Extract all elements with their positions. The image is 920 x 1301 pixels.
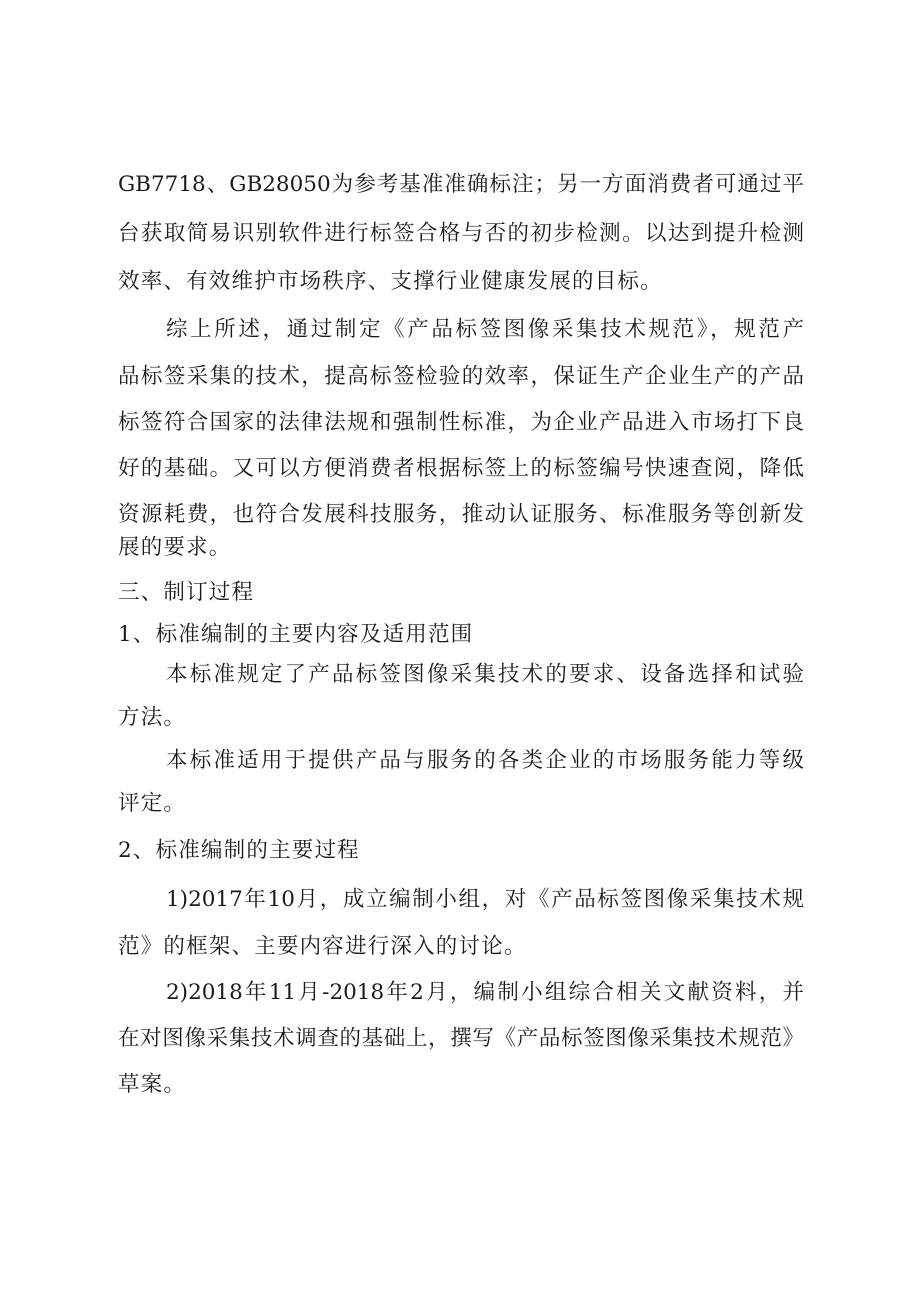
paragraph-2-line-3: 标签符合国家的法律法规和强制性标准，为企业产品进入市场打下良 — [118, 410, 804, 435]
paragraph-1-line-1: GB7718、GB28050为参考基准准确标注；另一方面消费者可通过平 — [118, 172, 804, 197]
paragraph-2-line-5: 资源耗费，也符合发展科技服务，推动认证服务、标准服务等创新发 — [118, 502, 804, 527]
paragraph-2-line-4: 好的基础。又可以方便消费者根据标签上的标签编号快速查阅，降低 — [118, 456, 804, 481]
subheading-1: 1、标准编制的主要内容及适用范围 — [118, 622, 474, 647]
list-item-2-line-2: 在对图像采集技术调查的基础上，撰写《产品标签图像采集技术规范》 — [118, 1026, 804, 1051]
paragraph-2-line-2: 品标签采集的技术，提高标签检验的效率，保证生产企业生产的产品 — [118, 364, 804, 389]
section-heading: 三、制订过程 — [118, 580, 255, 605]
paragraph-2-line-6: 展的要求。 — [118, 535, 232, 560]
paragraph-1-line-2: 台获取简易识别软件进行标签合格与否的初步检测。以达到提升检测 — [118, 221, 804, 246]
paragraph-3-line-1: 本标准规定了产品标签图像采集技术的要求、设备选择和试验 — [166, 662, 804, 687]
subheading-2: 2、标准编制的主要过程 — [118, 838, 360, 863]
paragraph-4-line-1: 本标准适用于提供产品与服务的各类企业的市场服务能力等级 — [166, 748, 804, 773]
paragraph-4-line-2: 评定。 — [118, 791, 187, 816]
list-item-2-line-1: 2)2018年11月-2018年2月，编制小组综合相关文献资料，并 — [166, 980, 804, 1005]
list-item-1-line-2: 范》的框架、主要内容进行深入的讨论。 — [118, 934, 527, 959]
list-item-1-line-1: 1)2017年10月，成立编制小组，对《产品标签图像采集技术规 — [166, 887, 804, 912]
list-item-2-line-3: 草案。 — [118, 1072, 187, 1097]
paragraph-1-line-3: 效率、有效维护市场秩序、支撑行业健康发展的目标。 — [118, 269, 663, 294]
paragraph-3-line-2: 方法。 — [118, 705, 187, 730]
paragraph-2-line-1: 综上所述，通过制定《产品标签图像采集技术规范》，规范产 — [166, 317, 804, 342]
